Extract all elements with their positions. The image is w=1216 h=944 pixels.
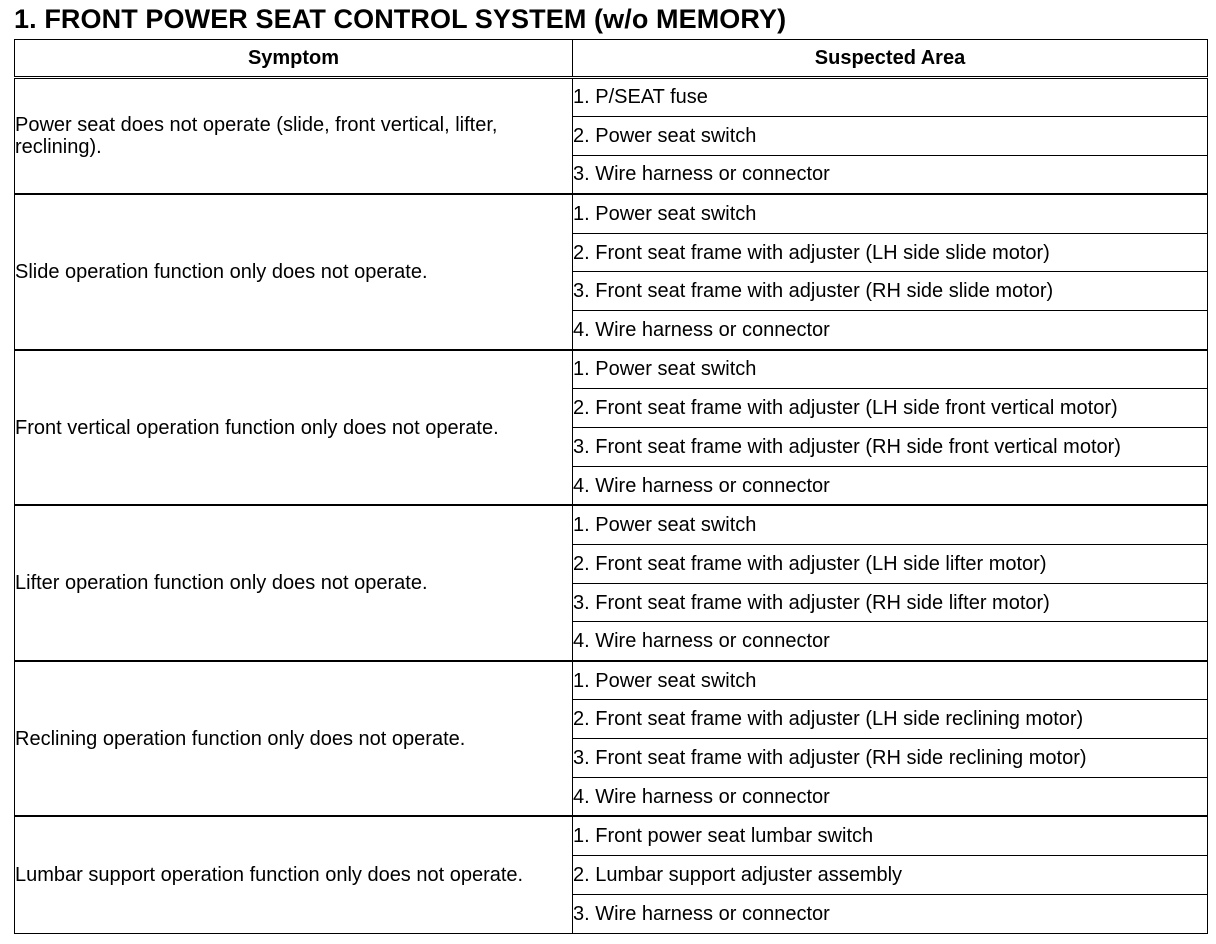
- suspected-area-cell: 2. Front seat frame with adjuster (LH side front vertical motor): [573, 389, 1208, 428]
- suspected-area-cell: 4. Wire harness or connector: [573, 622, 1208, 661]
- suspected-area-cell: 3. Wire harness or connector: [573, 894, 1208, 933]
- table-row: [15, 350, 1208, 389]
- table-row: [15, 194, 1208, 233]
- suspected-area-cell: 4. Wire harness or connector: [573, 778, 1208, 817]
- table-row: [15, 78, 1208, 117]
- suspected-area-cell: 4. Wire harness or connector: [573, 466, 1208, 505]
- suspected-area-cell: 3. Front seat frame with adjuster (RH side front vertical motor): [573, 428, 1208, 467]
- header-symptom: Symptom: [15, 40, 573, 78]
- page-title: 1. FRONT POWER SEAT CONTROL SYSTEM (w/o MEMORY): [14, 4, 787, 34]
- suspected-area-cell: 1. Power seat switch: [573, 505, 1208, 544]
- header-row: [15, 40, 1208, 78]
- table-row: [15, 661, 1208, 700]
- suspected-area-cell: 2. Power seat switch: [573, 116, 1208, 155]
- suspected-area-cell: 1. Front power seat lumbar switch: [573, 816, 1208, 855]
- suspected-area-cell: 2. Front seat frame with adjuster (LH side lifter motor): [573, 544, 1208, 583]
- suspected-area-cell: 1. Power seat switch: [573, 661, 1208, 700]
- header-suspected-area: Suspected Area: [573, 40, 1208, 78]
- suspected-area-cell: 2. Front seat frame with adjuster (LH side slide motor): [573, 233, 1208, 272]
- suspected-area-cell: 1. P/SEAT fuse: [573, 78, 1208, 117]
- symptom-cell: Lifter operation function only does not operate.: [15, 505, 573, 661]
- table-row: [15, 505, 1208, 544]
- table-body: [15, 78, 1208, 934]
- problem-symptoms-table: [14, 39, 1208, 934]
- table-row: [15, 816, 1208, 855]
- suspected-area-cell: 3. Front seat frame with adjuster (RH side reclining motor): [573, 739, 1208, 778]
- suspected-area-cell: 1. Power seat switch: [573, 350, 1208, 389]
- symptom-cell: Power seat does not operate (slide, front vertical, lifter, reclining).: [15, 78, 573, 195]
- symptom-cell: Slide operation function only does not operate.: [15, 194, 573, 350]
- symptom-cell: Reclining operation function only does not operate.: [15, 661, 573, 817]
- suspected-area-cell: 3. Front seat frame with adjuster (RH side slide motor): [573, 272, 1208, 311]
- suspected-area-cell: 2. Lumbar support adjuster assembly: [573, 855, 1208, 894]
- symptom-cell: Lumbar support operation function only does not operate.: [15, 816, 573, 933]
- suspected-area-cell: 3. Front seat frame with adjuster (RH side lifter motor): [573, 583, 1208, 622]
- suspected-area-cell: 2. Front seat frame with adjuster (LH side reclining motor): [573, 700, 1208, 739]
- suspected-area-cell: 4. Wire harness or connector: [573, 311, 1208, 350]
- table-header: [15, 40, 1208, 78]
- suspected-area-cell: 1. Power seat switch: [573, 194, 1208, 233]
- symptom-cell: Front vertical operation function only does not operate.: [15, 350, 573, 506]
- suspected-area-cell: 3. Wire harness or connector: [573, 155, 1208, 194]
